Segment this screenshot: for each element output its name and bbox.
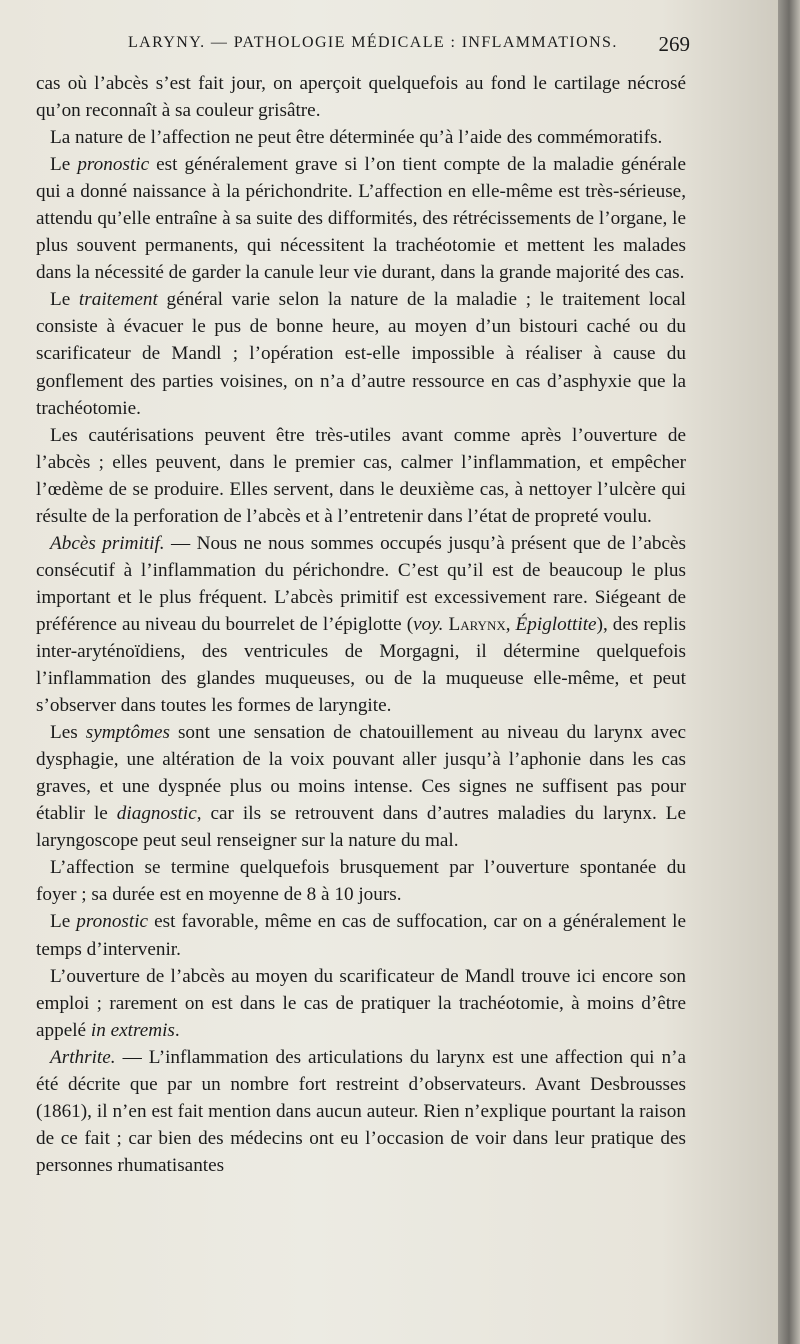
paragraph (36, 124, 686, 151)
text-run: Le (50, 154, 78, 176)
running-title: LARYNY. — PATHOLOGIE MÉDICALE : INFLAMMATIONS. (128, 34, 618, 51)
text-run: sont une sensation de chatouillement au niveau du larynx avec dysphagie, une altération de la voix pouvant aller jusqu’à l’aphonie dans les cas graves, et une dyspnée plus ou moins intense. Ces signes ne suffisent pas pour établir le (36, 722, 686, 825)
text-run: — L’inflammation des articulations du larynx est une affection qui n’a été décrite que par un nombre fort restreint d’observateurs. Avant Desbrousses (1861), il n’en est fait mention dans aucun auteur. Rien n’explique pourtant la raison de ce fait ; car bien des médecins ont eu l’occasion de voir dans leur pratique des personnes rhumatisantes (36, 1046, 686, 1176)
text-run: . (174, 1019, 180, 1041)
text-run: , car ils se retrouvent dans d’autres maladies du larynx. Le laryngoscope peut seul renseigner sur la nature du mal. (36, 803, 686, 852)
text-run: La nature de l’affection ne peut être déterminée qu’à l’aide des commémoratifs. (50, 127, 663, 149)
text-run: Les (50, 722, 86, 744)
paragraph (36, 530, 686, 719)
text-run: est généralement grave si l’on tient compte de la maladie générale qui a donné naissance à la périchondrite. L’affection en elle-même est très-sérieuse, attendu qu’elle entraîne à sa suite des difformités, des rétrécissements de l’organe, le plus souvent permanents, qui nécessitent la trachéotomie et mettent les malades dans la nécessité de garder la canule leur vie durant, dans la grande majorité des cas. (36, 154, 686, 284)
paragraph (36, 286, 686, 421)
text-run: ), des replis inter-aryténoïdiens, des ventricules de Morgagni, il détermine quelquefois l’inflammation des glandes muqueuses, ou de la muqueuse elle-même, et peut s’observer dans toutes les formes de laryngite. (36, 613, 686, 717)
paragraph (36, 1044, 686, 1179)
text-run: cas où l’abcès s’est fait jour, on aperçoit quelquefois au fond le cartilage nécrosé qu’on reconnaît à sa couleur grisâtre. (36, 73, 686, 122)
text-run: Le (50, 289, 79, 311)
italic-run: voy. (413, 613, 444, 635)
paragraph (36, 908, 686, 962)
paragraph (36, 422, 686, 530)
italic-run: traitement (78, 289, 158, 311)
italic-run: pronostic (76, 911, 149, 933)
paragraph (36, 151, 686, 286)
italic-run: Épiglottite (515, 613, 597, 635)
paragraph (36, 70, 686, 124)
italic-run: symptômes (85, 722, 170, 744)
text-run: — Nous ne nous sommes occupés jusqu’à présent que de l’abcès consécutif à l’inflammation du périchondre. C’est qu’il est de beaucoup le plus important et le plus fréquent. L’abcès primitif est excessivement rare. Siégeant de préférence au niveau du bourrelet de l’épiglotte ( (36, 532, 686, 635)
body-text (36, 70, 686, 1179)
text-run: L’affection se termine quelquefois brusquement par l’ouverture spontanée du foyer ; sa durée est en moyenne de 8 à 10 jours. (36, 857, 686, 906)
paragraph (36, 719, 686, 854)
text-run: , (505, 613, 516, 635)
italic-run: Abcès primitif. (50, 532, 165, 554)
page-number: 269 (658, 32, 690, 56)
italic-run: diagnostic (116, 803, 197, 825)
paragraph (36, 963, 686, 1044)
italic-run: pronostic (77, 154, 150, 176)
text-run: Le (50, 911, 77, 933)
text-run: Larynx (448, 613, 506, 635)
page-edge (778, 0, 800, 1344)
text-run: Les cautérisations peuvent être très-utiles avant comme après l’ouverture de l’abcès ; elles peuvent, dans le premier cas, calmer l’inflammation, et empêcher l’œdème de se produire. Elles servent, dans le deuxième cas, à nettoyer l’ulcère qui résulte de la perforation de l’abcès et à l’entretenir dans l’état de propreté voulu. (36, 424, 686, 527)
text-run: général varie selon la nature de la maladie ; le traitement local consiste à évacuer le pus de bonne heure, au moyen d’un bistouri caché ou du scarificateur de Mandl ; l’opération est-elle impossible à réaliser à cause du gonflement des parties voisines, on n’a d’autre ressource en cas d’asphyxie que la trachéotomie. (36, 289, 686, 419)
paragraph (36, 854, 686, 908)
running-header (36, 32, 690, 62)
italic-run: in extremis (90, 1019, 175, 1041)
italic-run: Arthrite. (50, 1046, 116, 1068)
text-run: L’ouverture de l’abcès au moyen du scarificateur de Mandl trouve ici encore son emploi ; rarement on est dans le cas de pratiquer la trachéotomie, à moins d’être appelé (36, 965, 686, 1041)
text-run: est favorable, même en cas de suffocation, car on a généralement le temps d’intervenir. (36, 911, 686, 960)
